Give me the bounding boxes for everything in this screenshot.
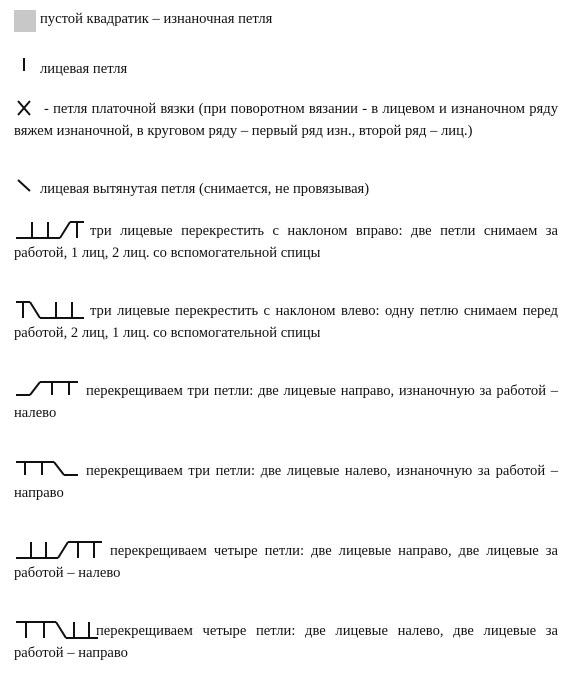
- legend-item-cross-3-purl-left: [14, 460, 558, 504]
- cross-4-right-icon: [14, 540, 106, 564]
- legend-text: лицевая петля: [40, 61, 128, 77]
- legend-text: три лицевые перекрестить с наклоном влево: одну петлю снимаем перед работой, 2 лиц, 1 лиц. со вспомогательной спицы: [14, 303, 558, 341]
- legend-text: перекрещиваем четыре петли: две лицевые направо, две лицевые за работой – налево: [14, 543, 558, 581]
- cross-3-purl-right-icon: [14, 380, 86, 404]
- legend-item-cross-3-purl-right: [14, 380, 558, 424]
- legend-item-cross-3-left: [14, 300, 558, 344]
- legend-item-cross-4-left: [14, 620, 558, 664]
- empty-square-icon: [14, 10, 36, 32]
- knit-stitch-icon: [14, 58, 38, 80]
- legend-text: три лицевые перекрестить с наклоном вправо: две петли снимаем за работой, 1 лиц, 2 лиц. со вспомогательной спицы: [14, 223, 558, 261]
- legend-item-purl: [14, 8, 558, 30]
- legend-text: перекрещиваем три петли: две лицевые направо, изнаночную за работой – налево: [14, 383, 558, 421]
- legend-text: перекрещиваем четыре петли: две лицевые налево, две лицевые за работой – направо: [14, 623, 558, 661]
- cross-3-purl-left-icon: [14, 460, 86, 484]
- legend-text: пустой квадратик – изнаночная петля: [40, 11, 273, 27]
- cross-4-left-icon: [14, 620, 106, 644]
- cross-3-left-icon: [14, 300, 86, 324]
- legend-item-garter: [14, 98, 558, 142]
- legend-text: - петля платочной вязки (при поворотном вязании - в лицевом и изнаночном ряду вяжем изнаночной, в круговом ряду – первый ряд изн., второй ряд – лиц.): [14, 101, 558, 139]
- legend-text: лицевая вытянутая петля (снимается, не провязывая): [40, 181, 370, 197]
- diagonal-stroke-icon: [14, 178, 38, 200]
- legend-item-slipped: [14, 178, 558, 200]
- legend-item-knit: [14, 58, 558, 80]
- cross-3-right-icon: [14, 220, 86, 244]
- legend-item-cross-4-right: [14, 540, 558, 584]
- legend-item-cross-3-right: [14, 220, 558, 264]
- legend-text: перекрещиваем три петли: две лицевые налево, изнаночную за работой – направо: [14, 463, 558, 501]
- cross-x-icon: [14, 98, 38, 120]
